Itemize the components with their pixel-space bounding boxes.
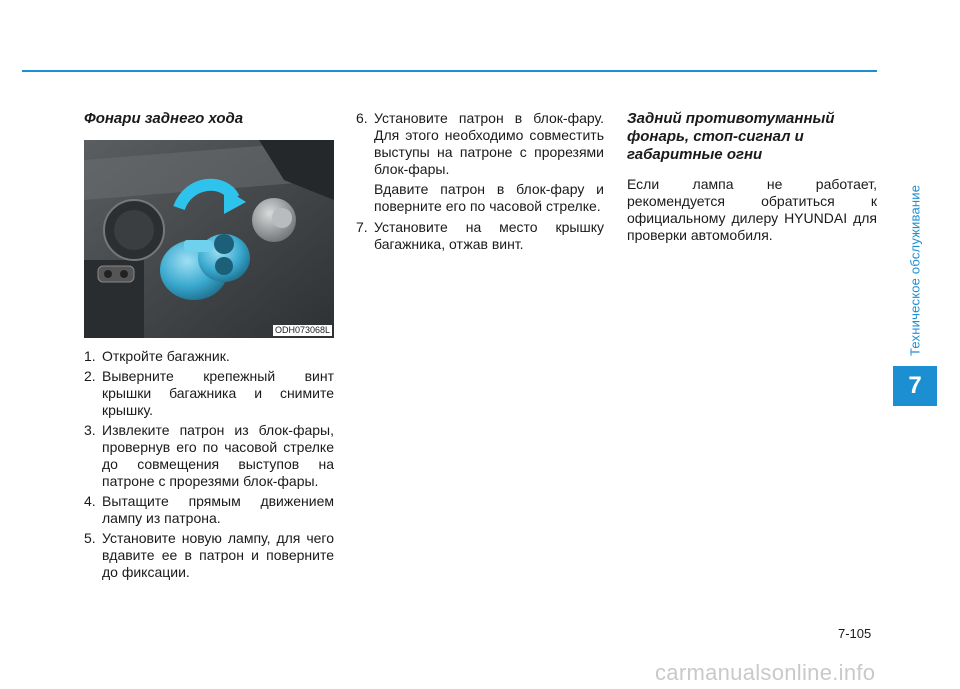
section-tab-label: Техническое обслуживание (907, 184, 923, 356)
watermark: carmanualsonline.info (655, 660, 876, 685)
list-item: 3. Извлеките патрон из блок-фары, провернув его по часовой стрелке до совмещения выступов на патроне с прорезями блок-фары. (84, 422, 334, 489)
top-rule (22, 70, 877, 72)
list-item: 2. Выверните крепежный винт крышки багажника и снимите крышку. (84, 368, 334, 418)
bulb-socket-figure (84, 140, 334, 338)
list-item: 6. Установите патрон в блок-фару. Для этого необходимо совместить выступы на патроне с прорезями блок-фары. (356, 110, 604, 177)
lamp-socket-illustration (84, 140, 334, 338)
steps-list-left (84, 348, 334, 581)
steps-list-middle-2 (356, 219, 604, 253)
right-column (627, 110, 877, 244)
list-item: 5. Установите новую лампу, для чего вдавите ее в патрон и поверните до фиксации. (84, 530, 334, 580)
list-item: 4. Вытащите прямым движением лампу из патрона. (84, 493, 334, 526)
chapter-number: 7 (893, 366, 937, 406)
step-6-note: Вдавите патрон в блок-фару и поверните его по часовой стрелке. (374, 181, 604, 214)
middle-column (356, 110, 604, 256)
steps-list-middle (356, 110, 604, 178)
list-item: 7. Установите на место крышку багажника, отжав винт. (356, 219, 604, 252)
figure-caption: ODH073068L (274, 325, 330, 335)
section-heading-rear-fog-lamp: Задний противотуманный фонарь, стоп-сигнал и габаритные огни (627, 110, 835, 163)
left-column (84, 110, 334, 584)
body-text: Если лампа не работает, рекомендуется обратиться к официальному дилеру HYUNDAI для проверки автомобиля. (627, 176, 877, 243)
page-number: 7-105 (838, 626, 872, 641)
section-heading-reverse-lamps: Фонари заднего хода (84, 110, 244, 127)
list-item: 1. Откройте багажник. (84, 348, 230, 364)
